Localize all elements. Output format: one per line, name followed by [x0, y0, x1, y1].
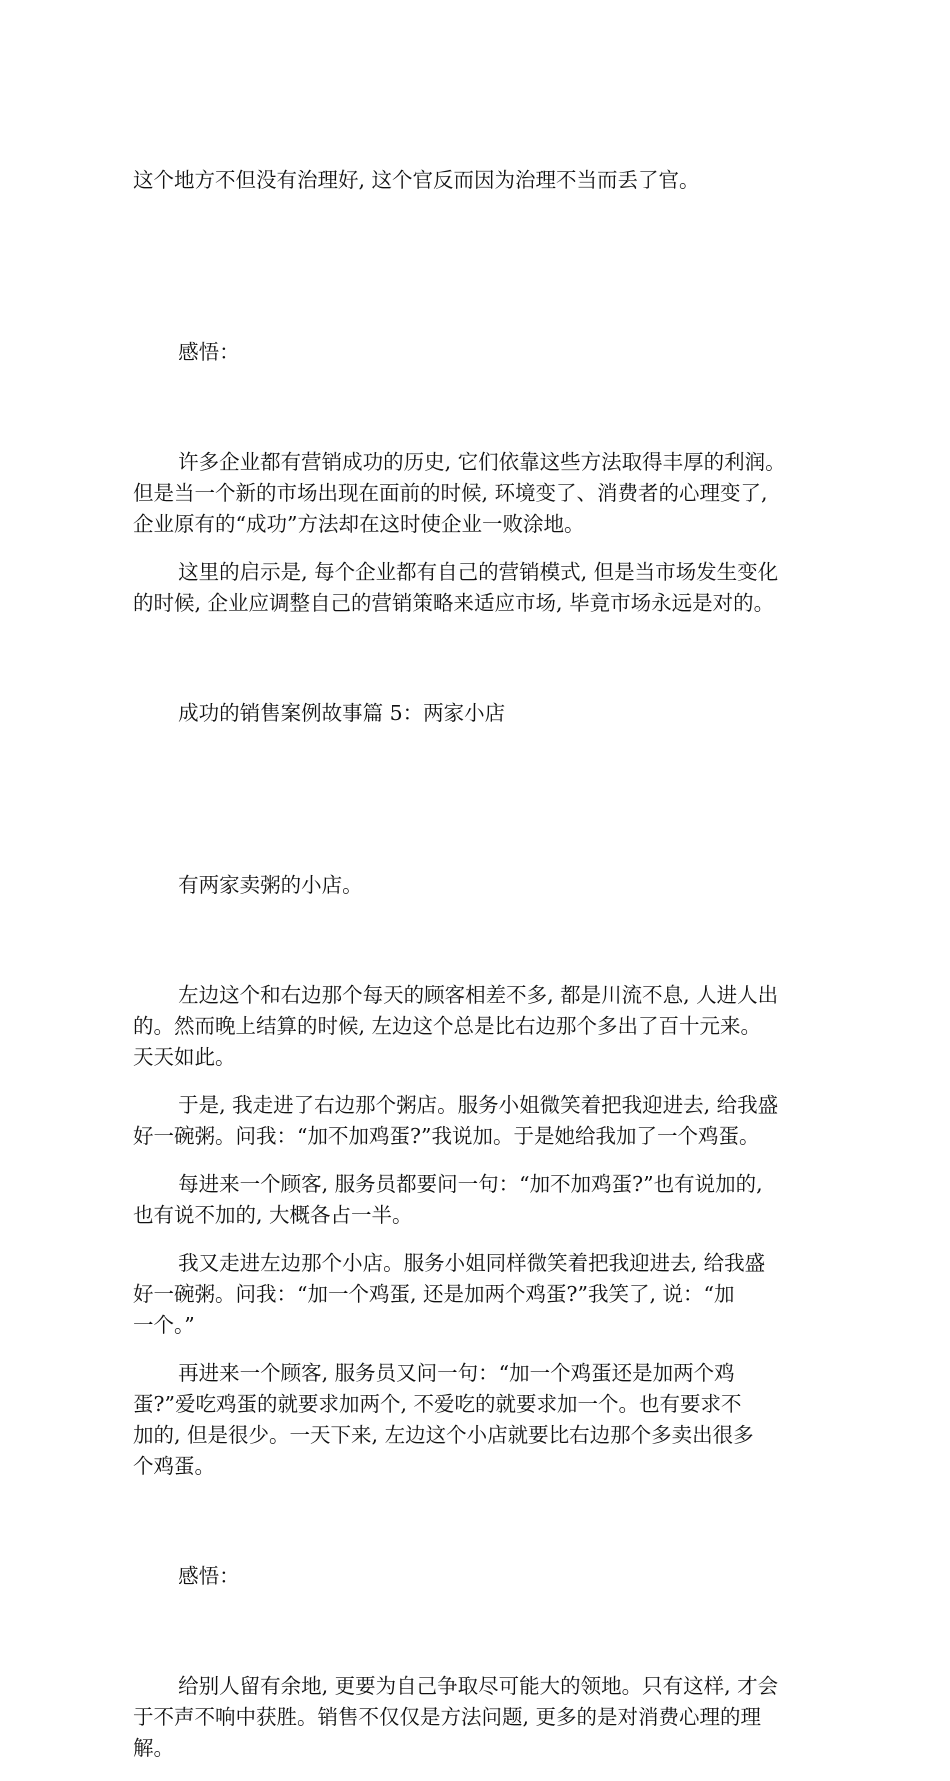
text-line: 给别人留有余地, 更要为自己争取尽可能大的领地。只有这样, 才会 [178, 1674, 779, 1698]
text-line: 企业原有的“成功”方法却在这时使企业一败涂地。 [133, 512, 585, 536]
paragraph-6 [133, 808, 823, 963]
paragraph-8 [133, 1090, 823, 1152]
text-line: 许多企业都有营销成功的历史, 它们依靠这些方法取得丰厚的利润。 [178, 450, 786, 474]
text-line: 好一碗粥。问我：“加一个鸡蛋, 还是加两个鸡蛋?”我笑了, 说：“加 [133, 1282, 735, 1306]
paragraph-1 [133, 103, 823, 258]
text-line: 于不声不响中获胜。销售不仅仅是方法问题, 更多的是对消费心理的理 [133, 1705, 762, 1729]
text-line: 左边这个和右边那个每天的顾客相差不多, 都是川流不息, 人进人出 [178, 983, 779, 1007]
text-line: 加的, 但是很少。一天下来, 左边这个小店就要比右边那个多卖出很多 [133, 1423, 754, 1447]
paragraph-5-story-title [133, 636, 823, 791]
text-line: 这个地方不但没有治理好, 这个官反而因为治理不当而丢了官。 [133, 168, 700, 192]
text-line: 有两家卖粥的小店。 [178, 873, 363, 897]
text-line: 解。 [133, 1736, 174, 1760]
paragraph-12-heading-insight [133, 1499, 823, 1654]
text-line: 这里的启示是, 每个企业都有自己的营销模式, 但是当市场发生变化 [178, 560, 779, 584]
paragraph-7 [133, 980, 823, 1073]
paragraph-2-heading-insight [133, 275, 823, 430]
paragraph-11 [133, 1358, 823, 1482]
paragraph-9 [133, 1169, 823, 1231]
text-line: 成功的销售案例故事篇 5：两家小店 [178, 701, 506, 725]
paragraph-3 [133, 447, 823, 540]
document-body [133, 103, 823, 1781]
text-line: 但是当一个新的市场出现在面前的时候, 环境变了、消费者的心理变了, [133, 481, 768, 505]
text-line: 好一碗粥。问我：“加不加鸡蛋?”我说加。于是她给我加了一个鸡蛋。 [133, 1124, 760, 1148]
text-line: 也有说不加的, 大概各占一半。 [133, 1203, 413, 1227]
text-line: 于是, 我走进了右边那个粥店。服务小姐微笑着把我迎进去, 给我盛 [178, 1093, 779, 1117]
text-line: 的时候, 企业应调整自己的营销策略来适应市场, 毕竟市场永远是对的。 [133, 591, 775, 615]
text-line: 每进来一个顾客, 服务员都要问一句：“加不加鸡蛋?”也有说加的, [178, 1172, 763, 1196]
text-line: 个鸡蛋。 [133, 1454, 215, 1478]
text-line: 再进来一个顾客, 服务员又问一句：“加一个鸡蛋还是加两个鸡 [178, 1361, 735, 1385]
text-line: 感悟： [178, 1564, 240, 1588]
paragraph-4 [133, 557, 823, 619]
text-line: 的。然而晚上结算的时候, 左边这个总是比右边那个多出了百十元来。 [133, 1014, 762, 1038]
text-line: 蛋?”爱吃鸡蛋的就要求加两个, 不爱吃的就要求加一个。也有要求不 [133, 1392, 742, 1416]
paragraph-10 [133, 1248, 823, 1341]
text-line: 我又走进左边那个小店。服务小姐同样微笑着把我迎进去, 给我盛 [178, 1251, 766, 1275]
paragraph-13 [133, 1671, 823, 1764]
text-line: 天天如此。 [133, 1045, 236, 1069]
text-line: 感悟： [178, 340, 240, 364]
text-line: 一个。” [133, 1313, 195, 1337]
